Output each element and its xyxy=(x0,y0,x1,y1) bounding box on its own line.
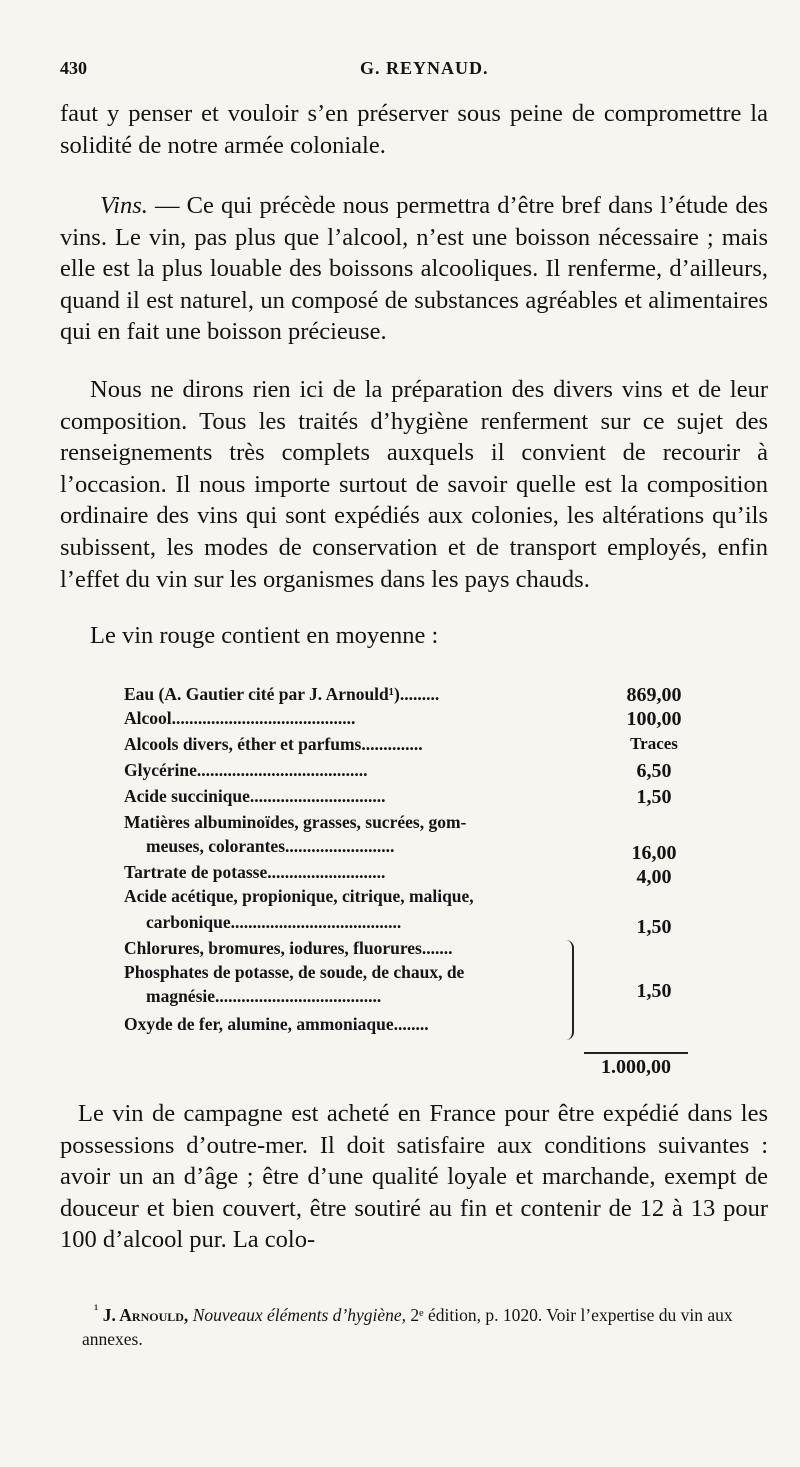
table-row xyxy=(124,812,704,864)
page-number: 430 xyxy=(60,58,87,78)
grouping-brace xyxy=(560,940,574,1040)
paragraph-5: Le vin de campagne est acheté en France pour être expédié dans les possessions d’outre-mer. Il doit satisfaire aux conditions suivantes : avoir un an d’âge ; être d’une qualité loyale et marchande, exempt de douceur et bien couvert, être soutiré au fin et contenir de 12 à 13 pour 100 d’alcool pur. La colo- xyxy=(60,1100,768,1254)
row-value: 1,50 xyxy=(636,980,672,1002)
row-value: 6,50 xyxy=(636,760,672,782)
paragraph-3: Nous ne dirons rien ici de la préparation des divers vins et de leur composition. Tous les traités d’hygiène renferment sur ce sujet des renseignements très complets auxquels il convient de recourir à l’occasion. Il nous importe surtout de savoir quelle est la composition ordinaire des vins qui sont expédiés aux colonies, les altérations qu’ils subissent, les modes de conservation et de transport employés, enfin l’effet du vin sur les organismes dans les pays chauds. xyxy=(60,376,768,593)
table-row xyxy=(124,962,704,1010)
total-rule xyxy=(584,1052,688,1054)
row-value: 100,00 xyxy=(626,708,682,730)
row-label: Glycérine....................................... xyxy=(124,760,368,780)
paragraph-4: Le vin rouge contient en moyenne : xyxy=(90,622,439,649)
row-label-continued: magnésie...................................... xyxy=(146,986,382,1006)
row-label-continued: carbonique....................................... xyxy=(146,912,402,932)
footnote xyxy=(82,1298,772,1351)
footnote-author: J. Arnould, xyxy=(102,1304,189,1325)
row-label: Oxyde de fer, alumine, ammoniaque........ xyxy=(124,1014,429,1034)
row-label: Alcools divers, éther et parfums.............. xyxy=(124,734,423,754)
paragraph-1: faut y penser et vouloir s’en préserver sous peine de compromettre la solidité de notre armée coloniale. xyxy=(60,100,768,159)
footnote-title: Nouveaux éléments d’hygiène, xyxy=(192,1304,407,1325)
footnote-marker: ¹ xyxy=(94,1302,99,1318)
row-value: 869,00 xyxy=(626,684,682,706)
footnote-rest: 2ᵉ édition, p. 1020. Voir l’expertise du vin aux annexes. xyxy=(82,1304,733,1349)
running-head-author: G. REYNAUD. xyxy=(360,58,489,78)
row-label: Chlorures, bromures, iodures, fluorures....... xyxy=(124,938,453,958)
section-title-vins: Vins. xyxy=(100,192,148,219)
row-label: Matières albuminoïdes, grasses, sucrées, gom- xyxy=(124,812,467,832)
paragraph-vins-text: — Ce qui précède nous permettra d’être bref dans l’étude des vins. Le vin, pas plus que l’alcool, n’est une boisson nécessaire ; mais elle est la plus louable des boissons alcooliques. Il renferme, d’ailleurs, quand il est naturel, un composé de substances agréables et alimentaires qui en fait une boisson précieuse. xyxy=(60,192,768,346)
row-value: Traces xyxy=(630,734,678,753)
row-label: Tartrate de potasse........................... xyxy=(124,862,386,882)
row-value: 4,00 xyxy=(636,866,672,888)
row-label: Acide acétique, propionique, citrique, malique, xyxy=(124,886,474,906)
row-label: Eau (A. Gautier cité par J. Arnould¹)......... xyxy=(124,684,440,704)
row-label: Phosphates de potasse, de soude, de chaux, de xyxy=(124,962,465,982)
row-label: Acide succinique............................... xyxy=(124,786,386,806)
row-label: Alcool.......................................... xyxy=(124,708,356,728)
paragraph-vins xyxy=(60,190,768,348)
table-total: 1.000,00 xyxy=(601,1056,671,1078)
row-value: 1,50 xyxy=(636,786,672,808)
row-label-continued: meuses, colorantes......................... xyxy=(146,836,395,856)
row-value: 16,00 xyxy=(631,842,677,864)
row-value: 1,50 xyxy=(636,916,672,938)
table-row xyxy=(124,886,704,938)
running-head xyxy=(60,58,770,88)
